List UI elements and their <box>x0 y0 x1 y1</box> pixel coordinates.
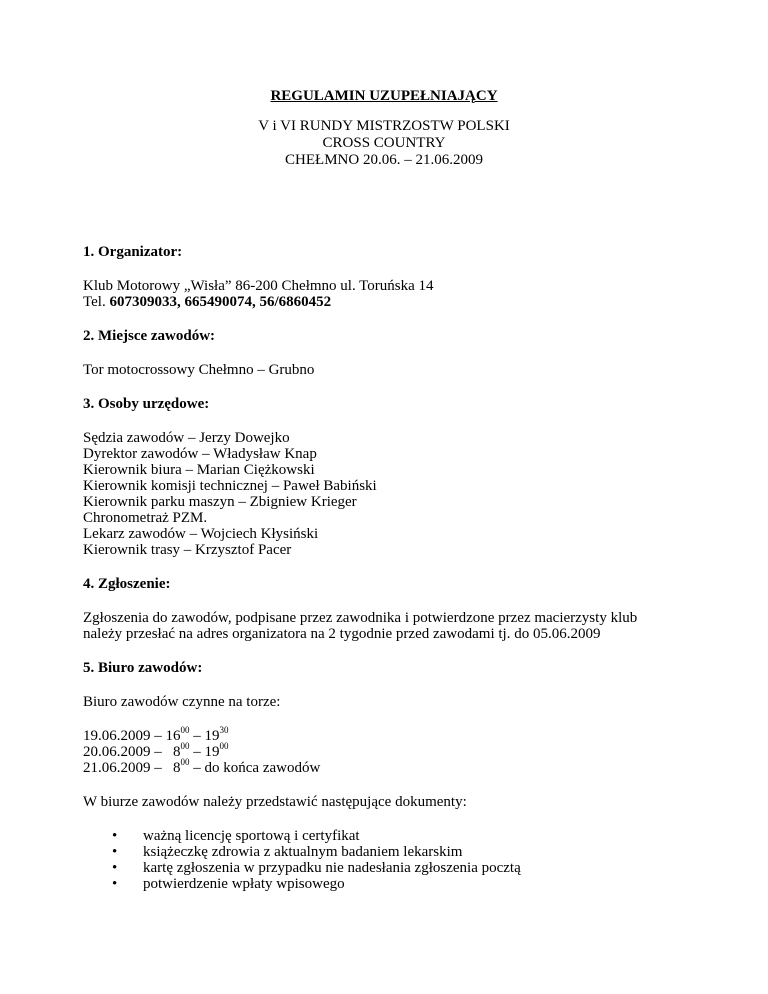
subtitle-line: CROSS COUNTRY <box>322 135 446 151</box>
office-hours-row: $20.06.2009 - 8^{00} - 19^{00}$ <box>83 741 229 760</box>
office-hours <box>83 725 703 776</box>
documents-intro: W biurze zawodów należy przedstawić następujące dokumenty: <box>83 794 467 810</box>
section-heading-organizer: 1. Organizator: <box>83 244 183 260</box>
organizer-phone <box>83 294 703 310</box>
documents-list-item: • kartę zgłoszenia w przypadku nie nadesłania zgłoszenia pocztą <box>112 860 521 876</box>
phone-numbers: 607309033, 665490074, 56/6860452 <box>109 294 332 310</box>
office-hours-row: $21.06.2009 - 8^{00}$ – do końca zawodów <box>83 757 321 776</box>
official-entry: Kierownik parku maszyn – Zbigniew Krieger <box>83 494 357 510</box>
official-entry: Kierownik trasy – Krzysztof Pacer <box>83 542 292 558</box>
official-entry: Chronometraż PZM. <box>83 510 208 526</box>
office-hours-row: $19.06.2009 - 16^{00} - 19^{30}$ <box>83 725 229 744</box>
documents-list <box>83 828 703 892</box>
organizer-address: Klub Motorowy „Wisła” 86-200 Chełmno ul. Toruńska 14 <box>83 278 434 294</box>
section-heading-officials: 3. Osoby urzędowe: <box>83 396 210 412</box>
section-heading-office: 5. Biuro zawodów: <box>83 660 203 676</box>
documents-list-item: • potwierdzenie wpłaty wpisowego <box>112 876 345 892</box>
phone-label: Tel. <box>83 294 110 310</box>
bullet-icon: • <box>112 860 118 876</box>
bullet-icon: • <box>112 876 118 892</box>
subtitle-line: V i VI RUNDY MISTRZOSTW POLSKI <box>258 118 510 134</box>
official-entry: Kierownik komisji technicznej – Paweł Babiński <box>83 478 377 494</box>
subtitle-line: CHEŁMNO 20.06. – 21.06.2009 <box>285 152 483 168</box>
document-body <box>83 244 703 892</box>
bullet-icon: • <box>112 828 118 844</box>
official-entry: Sędzia zawodów – Jerzy Dowejko <box>83 430 290 446</box>
registration-text-line: należy przesłać na adres organizatora na 2 tygodnie przed zawodami tj. do 05.06.2009 <box>83 626 601 642</box>
document-title: REGULAMIN UZUPEŁNIAJĄCY <box>270 88 498 104</box>
office-intro: Biuro zawodów czynne na torze: <box>83 694 281 710</box>
documents-list-item: • ważną licencję sportową i certyfikat <box>112 828 360 844</box>
document-subtitle <box>0 118 768 169</box>
officials-list <box>83 430 703 558</box>
registration-text-line: Zgłoszenia do zawodów, podpisane przez zawodnika i potwierdzone przez macierzysty klub <box>83 610 638 626</box>
official-entry: Dyrektor zawodów – Władysław Knap <box>83 446 317 462</box>
official-entry: Lekarz zawodów – Wojciech Kłysiński <box>83 526 319 542</box>
official-entry: Kierownik biura – Marian Ciężkowski <box>83 462 315 478</box>
venue-text: Tor motocrossowy Chełmno – Grubno <box>83 362 315 378</box>
documents-list-item: • książeczkę zdrowia z aktualnym badaniem lekarskim <box>112 844 463 860</box>
bullet-icon: • <box>112 844 118 860</box>
section-heading-registration: 4. Zgłoszenie: <box>83 576 171 592</box>
section-heading-venue: 2. Miejsce zawodów: <box>83 328 216 344</box>
